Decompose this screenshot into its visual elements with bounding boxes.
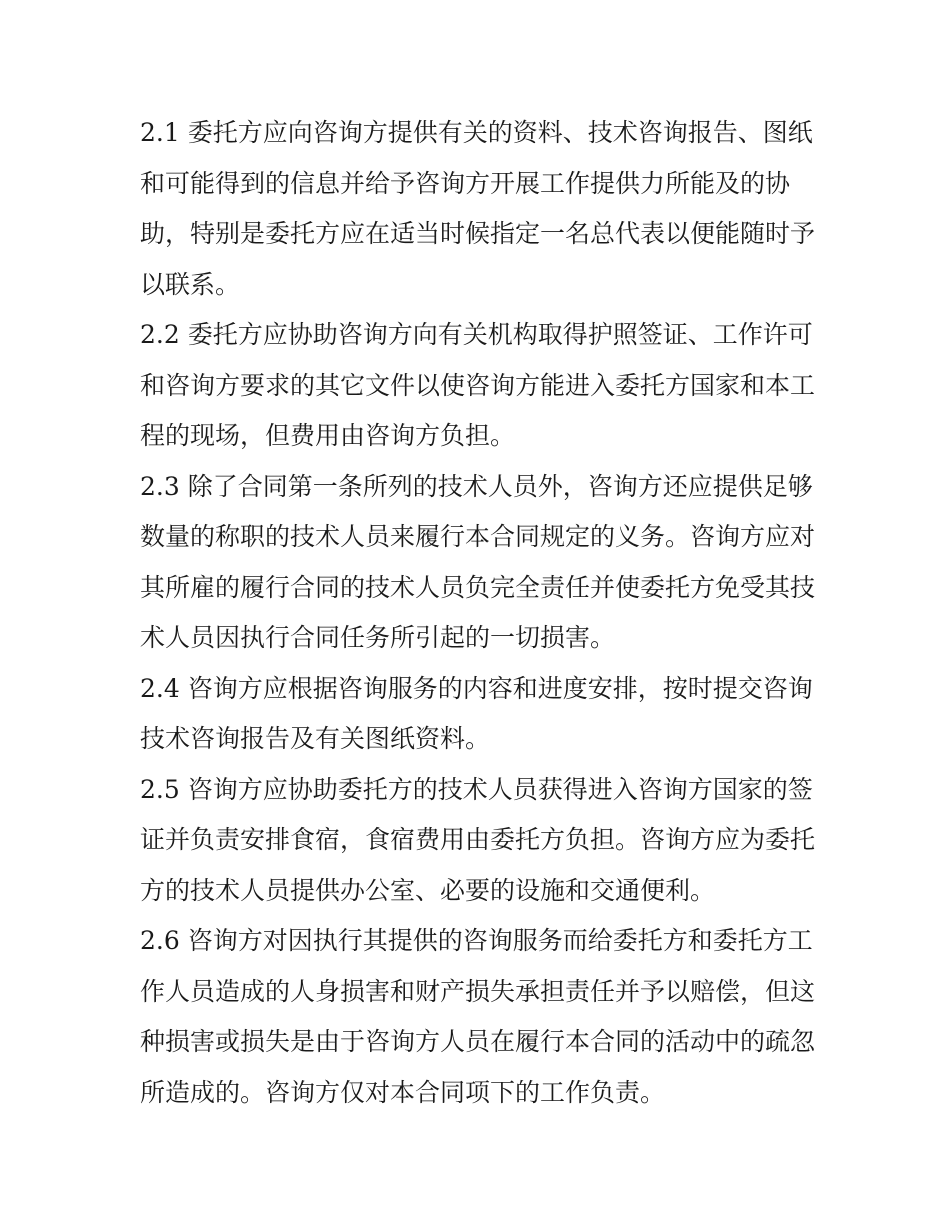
text-line: 2.5 咨询方应协助委托方的技术人员获得进入咨询方国家的签 (140, 774, 813, 804)
text-line: 所造成的。咨询方仅对本合同项下的工作负责。 (140, 1077, 666, 1107)
text-line: 2.2 委托方应协助咨询方向有关机构取得护照签证、工作许可 (140, 320, 813, 349)
text-line: 方的技术人员提供办公室、必要的设施和交通便利。 (140, 875, 716, 905)
text-line: 技术咨询报告及有关图纸资料。 (140, 724, 491, 753)
text-line: 其所雇的履行合同的技术人员负完全责任并使委托方免受其技 (140, 572, 815, 602)
document-body (140, 108, 815, 1118)
text-line: 种损害或损失是由于咨询方人员在履行本合同的活动中的疏忽 (140, 1027, 815, 1056)
text-line: 助，特别是委托方应在适当时候指定一名总代表以便能随时予 (140, 219, 815, 248)
text-line: 程的现场，但费用由咨询方负担。 (140, 421, 516, 450)
text-line: 和可能得到的信息并给予咨询方开展工作提供力所能及的协 (140, 168, 791, 198)
text-line: 2.1 委托方应向咨询方提供有关的资料、技术咨询报告、图纸 (140, 118, 813, 147)
text-line: 和咨询方要求的其它文件以使咨询方能进入委托方国家和本工 (140, 370, 815, 400)
text-line: 作人员造成的人身损害和财产损失承担责任并予以赔偿，但这 (140, 976, 815, 1006)
text-line: 以联系。 (140, 269, 241, 299)
text-line: 证并负责安排食宿，食宿费用由委托方负担。咨询方应为委托 (140, 825, 815, 854)
text-line: 2.6 咨询方对因执行其提供的咨询服务而给委托方和委托方工 (140, 926, 813, 955)
text-line: 2.4 咨询方应根据咨询服务的内容和进度安排，按时提交咨询 (140, 673, 813, 703)
text-line: 数量的称职的技术人员来履行本合同规定的义务。咨询方应对 (140, 522, 815, 551)
text-line: 术人员因执行合同任务所引起的一切损害。 (140, 623, 616, 652)
text-line: 2.3 除了合同第一条所列的技术人员外，咨询方还应提供足够 (140, 471, 813, 501)
